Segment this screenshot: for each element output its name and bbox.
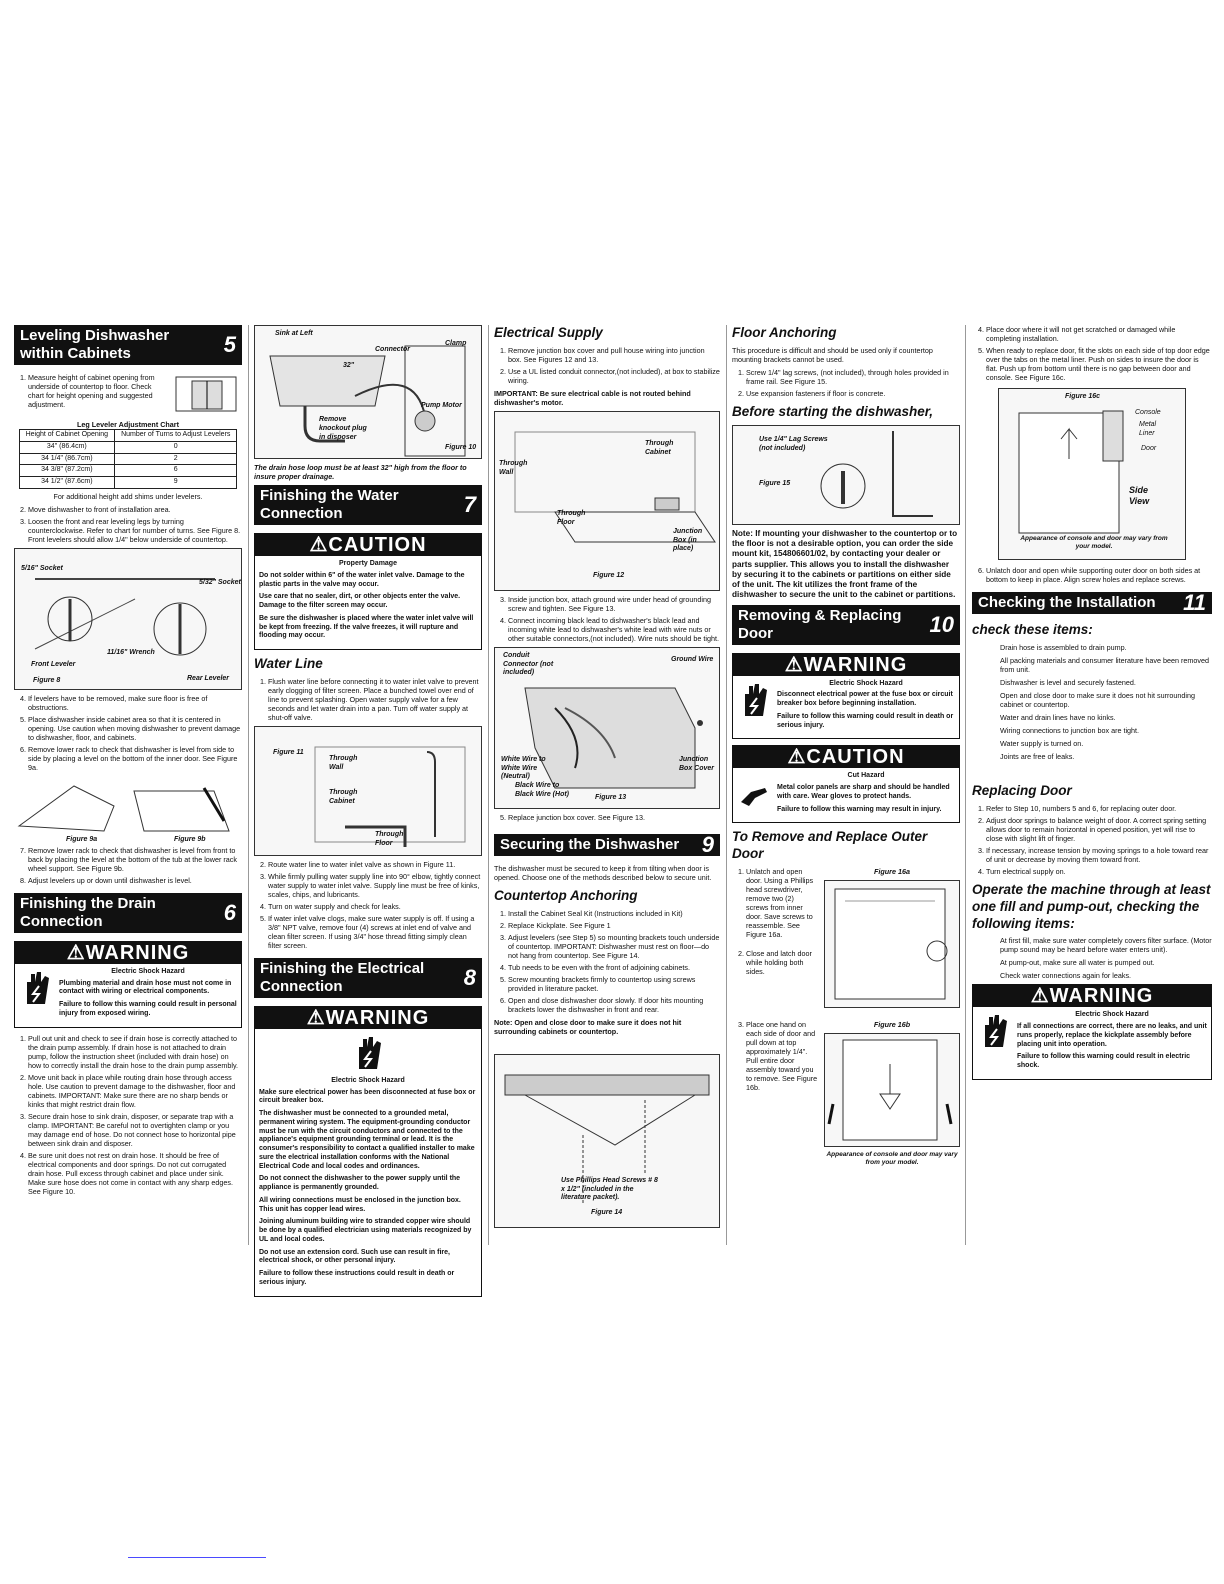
step-text: 2. Use expansion fasteners if floor is concrete. <box>746 389 960 398</box>
figure-15 <box>732 425 960 525</box>
warning-box <box>732 653 960 740</box>
table-cell: 34 1/2" (87.6cm) <box>19 477 115 489</box>
figure-label: Clamp <box>445 340 467 347</box>
outer-door-illustration <box>825 1034 955 1146</box>
warning-icon: ⚠ <box>309 534 329 556</box>
warning-box <box>14 941 242 1028</box>
step-text: 1. Install the Cabinet Seal Kit (Instructions included in Kit) <box>508 909 720 918</box>
section-9-header <box>494 831 720 857</box>
step-text: 7. Remove lower rack to check that dishwasher is level from front to back by placing the level at the bottom of the tub at the lower rack wheel support. See Figure 9b. <box>28 846 242 873</box>
column-1 <box>14 325 242 1200</box>
step-text: 6. Open and close dishwasher door slowly. If door hits mounting brackets lower the dishwasher in front and rear. <box>508 996 720 1014</box>
section-8-header <box>254 958 482 998</box>
table-header: Height of Cabinet Opening <box>19 430 115 442</box>
subsection-title: Before starting the dishwasher, <box>732 403 934 419</box>
column-5 <box>972 325 1212 1086</box>
figure-label: Junction Box Cover <box>679 755 715 772</box>
step-text: 5. If water inlet valve clogs, make sure water supply is off. If using a 3/8" NPT valve, remove four (4) screws at inlet end of valve and clean filter screen. If using 3/4" hose thread fitting simply clean filter screen. <box>268 914 482 950</box>
step-text: 5. Screw mounting brackets firmly to countertop using screws provided in literature packet. <box>508 975 720 993</box>
figure-label: Through Floor <box>375 830 404 847</box>
figure-label: Front Leveler <box>31 660 76 668</box>
figure-caption: Figure 12 <box>593 571 625 579</box>
step-number: 6 <box>223 899 236 925</box>
step-text: 2. Move unit back in place while routing drain hose through access hole. Use caution to prevent damage to the dishwasher, floor and cabinets. IMPORTANT: Make sure there are no sharp bends or kinks that might restrict drain flow. <box>28 1073 242 1109</box>
warning-icon: ⚠ <box>306 1006 326 1029</box>
section-11-header <box>972 592 1212 614</box>
hazard-title: Electric Shock Hazard <box>1075 1011 1149 1019</box>
step-text: 5. Replace junction box cover. See Figure 13. <box>508 813 720 822</box>
figure-caption: Figure 9b <box>174 835 206 843</box>
figure-10 <box>254 325 482 459</box>
figure-label: Rear Leveler <box>187 674 230 682</box>
step-text: 5. When ready to replace door, fit the slots on each side of top door edge over the tabs on the metal liner. Push on sides to insure the door is flat. Push up from bottom until there is no gap between door and console. See Figure 16c. <box>986 346 1212 382</box>
figure-caption: Figure 16b <box>873 1020 911 1029</box>
section-6-header <box>14 893 242 933</box>
step-number: 11 <box>1183 590 1206 615</box>
important-note: IMPORTANT: Be sure electrical cable is not routed behind dishwasher's motor. <box>494 388 691 407</box>
figure-16b <box>824 1033 960 1147</box>
figure-caption: Figure 16c <box>1065 393 1101 400</box>
step-text: 1. Screw 1/4" lag screws, (not included), through holes provided in frame rail. See Figure 15. <box>746 368 960 386</box>
step-text: 1. Pull out unit and check to see if drain hose is correctly attached to the drain pump assembly. If drain hose is not attached to drain pump, follow the instruction sheet (included with drain hose) on how to correctly install the drain hose to the drain pump assembly. <box>28 1034 242 1070</box>
column-divider <box>965 325 966 1245</box>
step-text: 8. Adjust levelers up or down until dishwasher is level. <box>28 876 242 885</box>
list-item: Dishwasher is level and securely fastened. <box>1000 677 1136 687</box>
figure-label: Ground Wire <box>671 655 714 663</box>
warning-title: WARNING <box>1049 985 1154 1008</box>
subsection-title: Electrical Supply <box>494 325 603 340</box>
figure-label: Through Cabinet <box>645 439 674 456</box>
caution-text: Failure to follow this warning may result in injury. <box>777 805 942 813</box>
step-text: 4. Turn electrical supply on. <box>986 867 1212 876</box>
step-text: 2. Replace Kickplate. See Figure 1 <box>508 921 720 930</box>
warning-text: Make sure electrical power has been disconnected at fuse box or circuit breaker box. <box>259 1088 476 1105</box>
table-cell: 2 <box>115 453 237 465</box>
step-text: 1. Measure height of cabinet opening from underside of countertop to floor. Check chart for height opening and suggested adjustment. <box>28 373 168 409</box>
figure-16c <box>998 388 1186 560</box>
list-item: Water and drain lines have no kinks. <box>1000 712 1116 722</box>
warning-icon: ⚠ <box>66 941 86 964</box>
column-3 <box>494 325 720 1232</box>
list-item: At first fill, make sure water completely covers filter surface. (Motor pump sound may be heard before water enters unit). <box>1000 936 1212 955</box>
figure-label: Use 1/4" Lag Screws (not included) <box>759 435 828 452</box>
warning-text: All wiring connections must be enclosed in the junction box. This unit has copper lead wires. <box>259 1196 461 1213</box>
step-number: 9 <box>701 831 714 857</box>
step-text: 1. Unlatch and open door. Using a Phillips head screwdriver, remove two (2) screws from inner door. Save screws to reassemble. See Figure 16a. <box>746 867 818 939</box>
figure-caption: Figure 9a <box>66 835 98 843</box>
page-footer-line <box>128 1557 266 1558</box>
section-title: Finishing the Electrical Connection <box>260 959 425 995</box>
operate-list <box>972 936 1212 980</box>
table-row <box>19 453 237 465</box>
list-item: Wiring connections to junction box are tight. <box>1000 725 1140 735</box>
caution-title: CAUTION <box>328 534 427 556</box>
figure-14 <box>494 1054 720 1228</box>
step-text: 4. Turn on water supply and check for leaks. <box>268 902 482 911</box>
table-cell: 6 <box>115 465 237 477</box>
caution-title: CAUTION <box>806 746 905 769</box>
figure-caption: Figure 10 <box>445 444 477 451</box>
figure-label: Connector <box>375 346 410 353</box>
figure-13 <box>494 647 720 809</box>
step-text: 1. Refer to Step 10, numbers 5 and 6, for replacing outer door. <box>986 804 1212 813</box>
hazard-title: Electric Shock Hazard <box>829 679 903 687</box>
inner-door-illustration <box>825 881 955 1007</box>
hazard-title: Cut Hazard <box>847 772 885 780</box>
figure-note: Appearance of console and door may vary from your model. <box>1020 535 1168 551</box>
check-list <box>972 643 1212 761</box>
caution-box <box>254 533 482 650</box>
step-text: 3. While firmly pulling water supply line into 90° elbow, tightly connect water supply to water inlet valve. Supply line must be free of kinks, scales, chips, and lubricants. <box>268 872 482 899</box>
figure-9 <box>14 776 242 846</box>
table-cell: 34 1/4" (86.7cm) <box>19 453 115 465</box>
figure-label: Through Wall <box>329 754 358 771</box>
table-cell: 34" (86.4cm) <box>19 441 115 453</box>
level-illustration <box>14 776 240 838</box>
table-row <box>19 477 237 489</box>
hazard-title: Property Damage <box>339 560 397 567</box>
list-item: Check water connections again for leaks. <box>1000 971 1132 981</box>
warning-icon: ⚠ <box>1030 985 1050 1008</box>
figure-8 <box>14 548 242 690</box>
figure-label: 5/16" Socket <box>21 564 63 572</box>
list-item: Open and close door to make sure it does not hit surrounding cabinet or countertop. <box>1000 690 1195 709</box>
figure-label: Black Wire to Black Wire (Hot) <box>515 781 570 798</box>
figure-note: Appearance of console and door may vary from your model. <box>826 1151 958 1167</box>
paragraph: The dishwasher must be secured to keep it from tilting when door is opened. Choose one of the methods described below to secure unit. <box>494 863 712 882</box>
column-divider <box>726 325 727 1245</box>
section-10-header <box>732 605 960 645</box>
section-title: Finishing the Water Connection <box>260 487 399 522</box>
caution-text: Be sure the dishwasher is placed where the water inlet valve will be kept from freezing. If the valve freezes, it will rupture and flooding may occur. <box>259 614 474 640</box>
section-title: Removing & Replacing Door <box>738 606 902 642</box>
step-text: 1. Flush water line before connecting it to water inlet valve to prevent early clogging of filter screen. Place a bunched towel over end of line to prevent splashing. Open water supply valve for a few seconds and let water drain into a pan. Turn off water supply at shut-off valve. <box>268 677 482 722</box>
step-text: 4. Place door where it will not get scratched or damaged while completing installation. <box>986 325 1212 343</box>
section-7-header <box>254 485 482 525</box>
subsection-title: Operate the machine through at least one fill and pump-out, checking the following items: <box>972 881 1211 931</box>
warning-text: Failure to follow these instructions could result in death or serious injury. <box>259 1270 455 1286</box>
table-cell: 0 <box>115 441 237 453</box>
figure-caption: Figure 8 <box>33 676 61 684</box>
step-text: 3. Place one hand on each side of door and pull down at top approximately 1/4". Pull entire door assembly toward you to remove. See Figure 16b. <box>746 1020 818 1092</box>
warning-text: Failure to follow this warning could result in death or serious injury. <box>777 712 954 729</box>
section-title: Leveling Dishwasher within Cabinets <box>20 327 170 362</box>
figure-label: 32" <box>343 362 355 369</box>
step-text: 6. Unlatch door and open while supporting outer door on both sides at bottom to keep in place. Align screw holes and replace screws. <box>986 566 1212 584</box>
note: Note: If mounting your dishwasher to the countertop or to the floor is not a desirable option, you can order the side mount kit, 154806601/02, by contacting your dealer or parts supplier. This allows you to install the dishwasher by securing it to the cabinets or partitions on either side of the unit. The kit utilizes the front frame of the dishwasher to secure the unit to the cabinet or partitions. <box>732 528 958 600</box>
warning-text: Failure to follow this warning could result in personal injury from exposed wiring. <box>59 1001 237 1017</box>
figure-label: Through Cabinet <box>329 788 358 805</box>
figure-caption: Figure 15 <box>759 479 791 487</box>
warning-box <box>254 1006 482 1297</box>
column-divider <box>248 325 249 1245</box>
subsection-title: Water Line <box>254 656 323 671</box>
subsection-title: Replacing Door <box>972 782 1072 798</box>
step-text: 5. Place dishwasher inside cabinet area so that it is centered in opening. Use caution when moving dishwasher to prevent damage to dishwasher, floor, and cabinets. <box>28 715 242 742</box>
warning-icon: ⚠ <box>784 653 804 676</box>
caution-box <box>732 745 960 823</box>
table-cell: 34 3/8" (87.2cm) <box>19 465 115 477</box>
list-item: Water supply is turned on. <box>1000 738 1084 748</box>
warning-text: The dishwasher must be connected to a grounded metal, permanent wiring system. The equipment-grounding conductor must be run with the circuit conductors and connected to the appliance's equipment grounding terminal or lead. It is the consumer's responsibility to contact a qualified installer to make sure the electrical installation conforms with the National Electrical Code and local codes and ordinances. <box>259 1110 475 1170</box>
step-text: 3. Inside junction box, attach ground wire under head of grounding screw and tighten. See Figure 13. <box>508 595 720 613</box>
cut-hand-icon <box>737 772 771 810</box>
warning-title: WARNING <box>803 653 908 676</box>
paragraph: This procedure is difficult and should be used only if countertop mounting brackets cannot be used. <box>732 345 933 364</box>
step-number: 5 <box>223 332 236 357</box>
step-number: 8 <box>463 964 476 990</box>
figure-label: Console <box>1135 409 1161 416</box>
step-number: 10 <box>929 611 954 637</box>
column-2 <box>254 325 482 1303</box>
figure-label: Metal Liner <box>1139 421 1157 437</box>
table-cell: 9 <box>115 477 237 489</box>
cabinet-icon <box>172 373 242 413</box>
figure-label: Conduit Connector (not included) <box>503 651 554 677</box>
section-title: Checking the Installation <box>978 594 1156 611</box>
warning-text: Do not connect the dishwasher to the power supply until the appliance is permanently grounded. <box>259 1175 461 1192</box>
shock-hand-icon <box>19 968 53 1006</box>
hazard-title: Electric Shock Hazard <box>331 1076 405 1084</box>
figure-caption: Figure 11 <box>273 748 304 756</box>
leveler-chart <box>19 429 238 489</box>
figure-caption: Figure 13 <box>595 793 627 801</box>
column-divider <box>488 325 489 1245</box>
caution-text: Metal color panels are sharp and should be handled with care. Wear gloves to protect hands. <box>777 784 950 800</box>
step-text: 6. Remove lower rack to check that dishwasher is level from side to side by placing a level on the bottom of the inner door. See Figure 9a. <box>28 745 242 772</box>
warning-box <box>972 984 1212 1080</box>
step-text: 3. Adjust levelers (see Step 5) so mounting brackets touch underside of countertop. IMPORTANT: Dishwasher must rest on floor—do not hang from countertop. See Figure 14. <box>508 933 720 960</box>
list-item: All packing materials and consumer literature have been removed from unit. <box>1000 655 1209 674</box>
chart-title: Leg Leveler Adjustment Chart <box>77 420 179 429</box>
warning-text: Disconnect electrical power at the fuse box or circuit breaker box before beginning installation. <box>777 691 953 707</box>
step-text: 4. Tub needs to be even with the front of adjoining cabinets. <box>508 963 720 972</box>
step-text: 4. If levelers have to be removed, make sure floor is free of obstructions. <box>28 694 242 712</box>
figure-label: White Wire to White Wire (Neutral) <box>501 755 546 781</box>
subsection-title: check these items: <box>972 622 1093 637</box>
figure-note: The drain hose loop must be at least 32" high from the floor to insure proper drainage. <box>254 463 467 481</box>
figure-label: Through Wall <box>499 459 528 476</box>
warning-text: Failure to follow this warning could result in electric shock. <box>1017 1053 1191 1070</box>
list-item: Drain hose is assembled to drain pump. <box>1000 642 1127 652</box>
section-title: Finishing the Drain Connection <box>20 894 156 930</box>
shock-hand-icon <box>737 680 771 718</box>
subsection-title: To Remove and Replace Outer Door <box>732 829 928 862</box>
figure-label: Side View <box>1129 485 1150 507</box>
hazard-title: Electric Shock Hazard <box>111 967 185 975</box>
step-text: 2. Move dishwasher to front of installation area. <box>28 505 242 514</box>
shock-hand-icon <box>351 1033 385 1071</box>
step-text: 2. Use a UL listed conduit connector,(not included), at box to stabilize wiring. <box>508 367 720 385</box>
warning-icon: ⚠ <box>787 746 807 769</box>
list-item: Joints are free of leaks. <box>1000 751 1075 761</box>
subsection-title: Floor Anchoring <box>732 325 837 340</box>
table-header: Number of Turns to Adjust Levelers <box>115 430 237 442</box>
warning-text: Joining aluminum building wire to stranded copper wire should be done by a qualified electrician using materials recognized by UL and local codes. <box>259 1218 472 1243</box>
figure-label: 11/16" Wrench <box>107 648 155 656</box>
warning-title: WARNING <box>85 941 190 964</box>
figure-11 <box>254 726 482 856</box>
column-4 <box>732 325 960 1167</box>
step-text: 2. Close and latch door while holding both sides. <box>746 949 818 976</box>
step-text: 1. Remove junction box cover and pull house wiring into junction box. See Figures 12 and 13. <box>508 346 720 364</box>
figure-label: Remove knockout plug in disposer <box>319 416 367 441</box>
figure-label: 5/32" Socket <box>199 578 241 586</box>
list-item: At pump-out, make sure all water is pumped out. <box>1000 958 1155 968</box>
figure-label: Through Floor <box>557 509 586 526</box>
warning-title: WARNING <box>325 1006 430 1029</box>
section-title: Securing the Dishwasher <box>500 835 680 853</box>
figure-label: Pump Motor <box>421 402 462 409</box>
step-text: 3. Loosen the front and rear leveling legs by turning counterclockwise. Refer to chart for number of turns. See Figure 8. Front levelers should allow 1/4" below underside of countertop. <box>28 517 242 544</box>
step-text: 4. Connect incoming black lead to dishwasher's black lead and incoming white lead to dishwasher's white lead with wire nuts or other suitable connectors,(not included). Wire nuts should be tight. <box>508 616 720 643</box>
caution-text: Do not solder within 6" of the water inlet valve. Damage to the plastic parts in the valve may occur. <box>259 571 465 588</box>
warning-text: Plumbing material and drain hose must not come in contact with wiring or electrical components. <box>59 979 232 996</box>
figure-label: Sink at Left <box>275 330 313 337</box>
step-text: 2. Route water line to water inlet valve as shown in Figure 11. <box>268 860 482 869</box>
warning-text: Do not use an extension cord. Such use can result in fire, electrical shock, or other personal injury. <box>259 1248 450 1265</box>
figure-caption: Figure 16a <box>874 867 910 876</box>
caution-text: Use care that no sealer, dirt, or other objects enter the valve. Damage to the filter screen may occur. <box>259 593 461 609</box>
figure-16a <box>824 880 960 1008</box>
figure-caption: Figure 14 <box>591 1208 623 1216</box>
section-5-header <box>14 325 242 365</box>
table-row <box>19 465 237 477</box>
figure-label: Junction Box (in place) <box>673 527 703 553</box>
figure-label: Use Phillips Head Screws # 8 x 1/2" (included in the literature packet). <box>561 1176 658 1202</box>
subsection-title: Countertop Anchoring <box>494 887 638 903</box>
junction-box-illustration <box>495 412 719 590</box>
figure-label: Door <box>1141 445 1157 452</box>
note: Note: Open and close door to make sure it does not hit surrounding cabinets or countertop. <box>494 1017 682 1036</box>
table-row <box>19 441 237 453</box>
step-number: 7 <box>463 492 476 517</box>
step-text: 3. Secure drain hose to sink drain, disposer, or separate trap with a clamp. IMPORTANT: Be careful not to overtighten clamp or you may damage end of hose. Do not connect hose to horizontal pipe between sink drain and disposer. <box>28 1112 242 1148</box>
step-text: 4. Be sure unit does not rest on drain hose. It should be free of electrical components and door springs. Do not cut corrugated drain hose. Pull excess through cabinet and place under sink. Make sure hose does not come in contact with any sharp edges. See Figure 10. <box>28 1151 242 1196</box>
step-text: 3. If necessary, increase tension by moving springs to a hole toward rear of unit or decrease by moving them toward front. <box>986 846 1212 864</box>
step-text: 2. Adjust door springs to balance weight of door. A correct spring setting allows door to remain horizontal in opened position, yet will rise to close with slight lift of finger. <box>986 816 1212 843</box>
shock-hand-icon <box>977 1011 1011 1049</box>
figure-12 <box>494 411 720 591</box>
chart-note: For additional height add shims under levelers. <box>53 491 203 501</box>
warning-text: If all connections are correct, there are no leaks, and unit runs properly, replace the kickplate assembly before placing unit into operation. <box>1017 1023 1207 1048</box>
water-line-illustration <box>255 727 481 855</box>
